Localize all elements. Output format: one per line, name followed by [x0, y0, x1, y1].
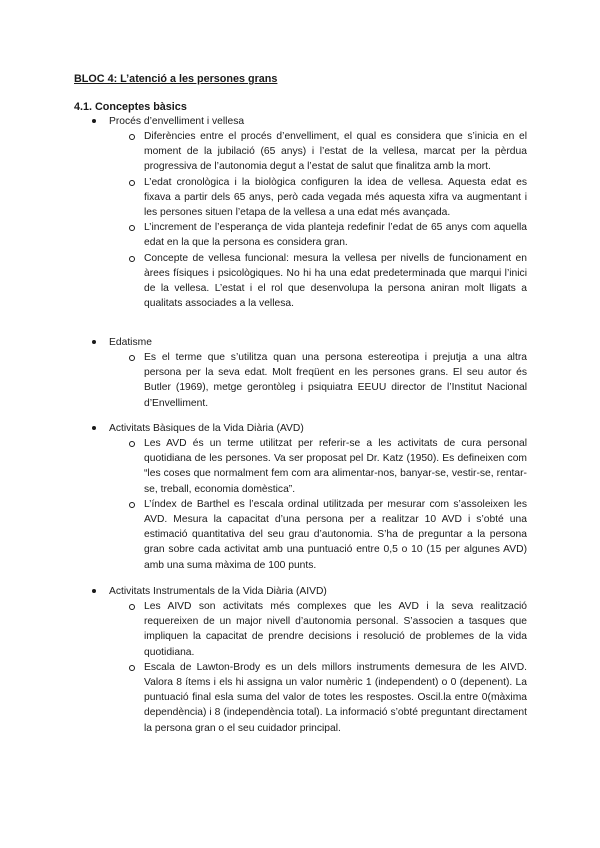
sub-item-text: L’edat cronològica i la biològica configuren la idea de vellesa. Aquesta edat es fixava a partir dels 65 anys, però cada vegada més aquesta xifra va augmentant i les persones situen l’etapa de la vellesa a una edat més avançada. [144, 176, 527, 219]
sub-item-text: Es el terme que s’utilitza quan una persona estereotipa i prejutja a una altra persona per la seva edat. Molt freqüent en les persones grans. El seu autor és Butler (1969), metge gerontòleg i psiquiatra EEUU director de l’Institut Nacional d’Envelliment. [144, 352, 527, 409]
bullet-dot-icon [92, 340, 96, 344]
bullet-item [0, 584, 600, 599]
bullet-item [0, 421, 600, 436]
page-title: BLOC 4: L’atenció a les persones grans [74, 73, 278, 85]
sub-item-text: Escala de Lawton-Brody es un dels millors instruments demesura de les AIVD. Valora 8 ítems i els hi assigna un valor numèric 1 (independent) o 0 (depenent). La puntuació final esla suma del valor de totes les respostes. Oscil.la entre 0(màxima dependència) i 8 (independència total). La informació s’obté preguntant directament la persona gran o el seu cuidador principal. [144, 661, 527, 734]
sub-bullet-icon [129, 256, 135, 262]
bullet-label: Activitats Bàsiques de la Vida Diària (AVD) [109, 423, 304, 434]
sub-item [0, 175, 600, 221]
sub-bullet-icon [129, 180, 135, 186]
bullet-item [0, 335, 600, 350]
sub-item-text: L’increment de l’esperança de vida planteja redefinir l’edat de 65 anys com aquella edat en la que la persona es considera gran. [144, 222, 527, 249]
sub-bullet-icon [129, 355, 135, 361]
sub-item-text: Les AIVD son activitats més complexes que les AVD i la seva realització requereixen de un major nivell d’autonomia personal. S’associen a tasques que impliquen la capacitat de prendre decisions i resolució de problemes de la vida quotidiana. [144, 601, 527, 658]
sub-bullet-icon [129, 134, 135, 140]
bullet-dot-icon [92, 119, 96, 123]
sub-item [0, 599, 600, 660]
bullet-label: Activitats Instrumentals de la Vida Diària (AIVD) [109, 586, 327, 597]
sub-bullet-icon [129, 604, 135, 610]
sub-bullet-icon [129, 441, 135, 447]
sub-item [0, 251, 600, 312]
sub-item-text: Diferències entre el procés d’envelliment, el qual es considera que s’inicia en el moment de la jubilació (65 anys) i l’estat de la vellesa, marcat per la pèrdua progressiva de l’autonomia degut a l’estat de salut que finalitza amb la mort. [144, 131, 527, 173]
section-heading: 4.1. Conceptes bàsics [74, 101, 187, 113]
sub-item [0, 497, 600, 573]
sub-item-text: Les AVD és un terme utilitzat per referir-se a les activitats de cura personal quotidiana de les persones. Va ser proposat pel Dr. Katz (1950). Es defineixen com “les coses que normalment fem com ara alimentar-nos, banyar-se, vestir-se, rentar-se, treball, economia domèstica”. [144, 438, 527, 495]
sub-bullet-icon [129, 225, 135, 231]
bullet-dot-icon [92, 426, 96, 430]
bullet-label: Edatisme [109, 337, 152, 348]
bullet-block-edatisme [0, 335, 600, 411]
sub-item [0, 350, 600, 411]
bullet-block-envelliment [0, 114, 600, 311]
bullet-item [0, 114, 600, 129]
bullet-block-aivd [0, 584, 600, 736]
sub-item-text: Concepte de vellesa funcional: mesura la vellesa per nivells de funcionament en àrees físiques i psicològiques. No hi ha una edat predeterminada que marqui l’inici de la vellesa. L’estat i el rol que desenvolupa la persona aniran molt lligats a qualitats associades a la vellesa. [144, 252, 527, 310]
sub-item [0, 220, 600, 250]
sub-item [0, 660, 600, 736]
bullet-block-avd [0, 421, 600, 573]
sub-item-text: L’índex de Barthel es l’escala ordinal utilitzada per mesurar com s’assoleixen les AVD. Mesura la capacitat d’una persona per a realitzar 10 AVD i s’obté una estimació quantitativa del seu grau d’autonomia. S’ha de preguntar a la persona gran sobre cada activitat amb una puntuació entre 0,5 o 10 (15 per algunes AVD) amb una suma màxima de 100 punts. [144, 498, 527, 571]
sub-item [0, 129, 600, 175]
bullet-label: Procés d’envelliment i vellesa [109, 116, 245, 127]
bullet-dot-icon [92, 589, 96, 593]
sub-bullet-icon [129, 665, 135, 671]
sub-item [0, 436, 600, 497]
sub-bullet-icon [129, 502, 135, 508]
